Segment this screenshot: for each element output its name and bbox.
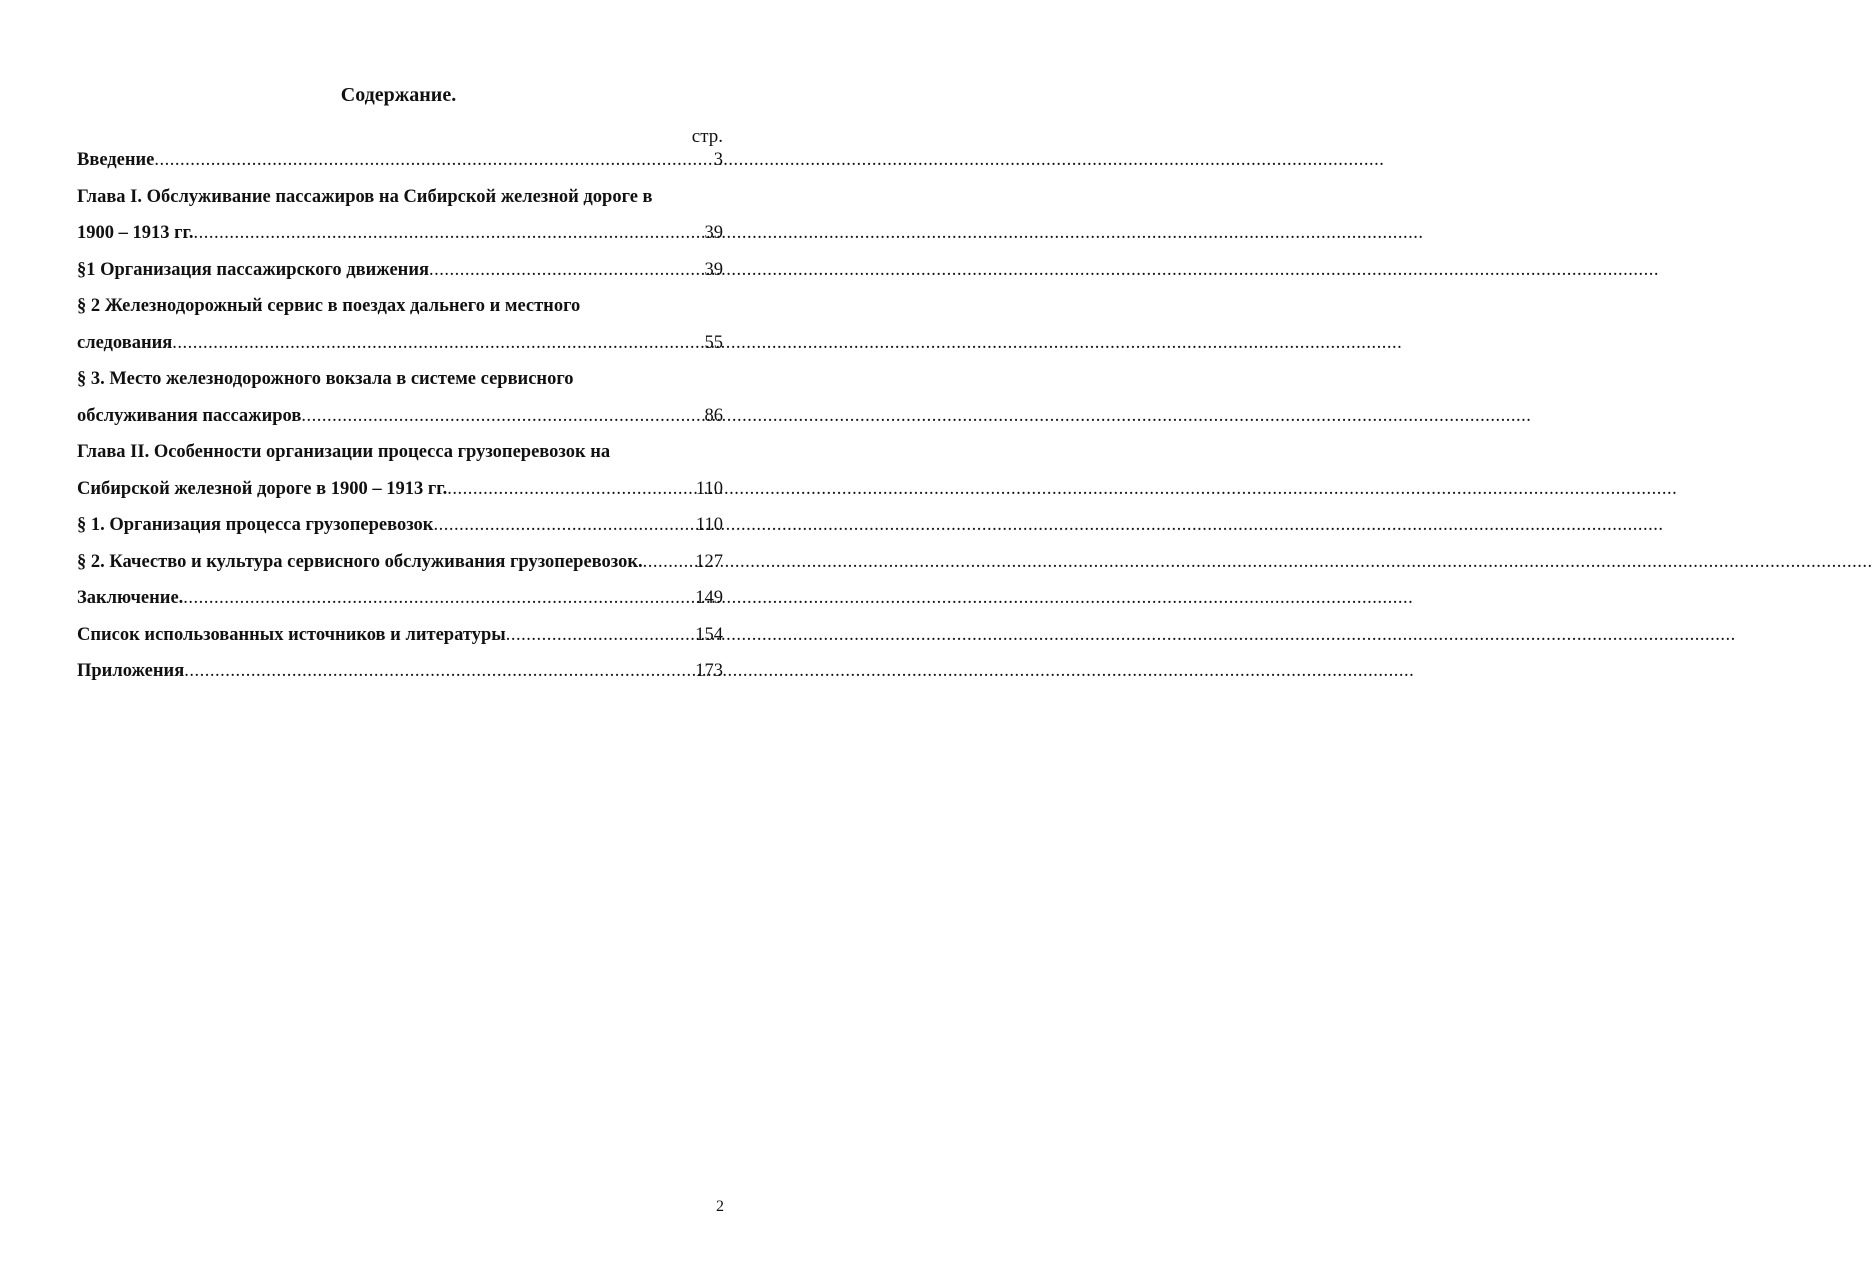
toc-leader-dots xyxy=(184,659,694,683)
toc-entry-chapter-2-line-1[interactable] xyxy=(77,440,723,477)
toc-entry-page: 149 xyxy=(695,588,723,608)
page-column-label: стр. xyxy=(691,126,723,147)
toc-leader-dots xyxy=(429,258,704,282)
toc-entry-conclusion[interactable] xyxy=(77,586,723,623)
toc-entry-text: следования xyxy=(77,332,173,353)
toc-entry-text: Список использованных источников и литературы xyxy=(77,624,506,645)
toc-entry-section-2-2[interactable] xyxy=(77,550,723,587)
toc-entry-text: § 2 Железнодорожный сервис в поездах дальнего и местного xyxy=(77,296,581,316)
toc-entry-section-1-2-line-1[interactable] xyxy=(77,294,723,331)
toc-leader-dots xyxy=(506,623,695,647)
toc-entry-text: § 1. Организация процесса грузоперевозок xyxy=(77,515,434,535)
toc-entry-text: Заключение. xyxy=(77,588,184,608)
toc-entry-page: 39 xyxy=(704,259,723,280)
toc-entry-page: 55 xyxy=(704,332,723,353)
toc-entry-page: 3 xyxy=(713,150,723,170)
toc-entry-section-1-3-line-1[interactable] xyxy=(77,367,723,404)
toc-entry-references[interactable] xyxy=(77,623,723,660)
toc-entry-text: Глава II. Особенности организации процесса грузоперевозок на xyxy=(77,442,611,462)
toc-entry-text: обслуживания пассажиров xyxy=(77,405,302,426)
toc-leader-dots xyxy=(433,513,694,537)
toc-entry-page: 86 xyxy=(704,405,723,426)
toc-entry-page: 110 xyxy=(695,478,723,499)
toc-entry-text: Приложения xyxy=(77,661,185,681)
toc-leader-dots xyxy=(301,404,703,428)
toc-entry-page: 39 xyxy=(704,223,723,243)
toc-entry-text: § 2. Качество и культура сервисного обслуживания грузоперевозок. xyxy=(77,551,643,572)
toc-leader-dots xyxy=(643,550,695,574)
toc-entry-section-2-1[interactable] xyxy=(77,513,723,550)
toc-entry-text: Введение xyxy=(77,150,155,170)
toc-entry-chapter-1-line-1[interactable] xyxy=(77,185,723,222)
toc-leader-dots xyxy=(447,477,695,501)
toc-entry-appendices[interactable] xyxy=(77,659,723,696)
toc-entry-introduction[interactable] xyxy=(77,148,723,185)
page-title: Содержание. xyxy=(340,84,457,106)
toc-entry-page: 110 xyxy=(695,515,723,535)
toc-entry-section-1-2-line-2[interactable] xyxy=(77,331,723,368)
toc-entry-page: 173 xyxy=(695,661,723,681)
toc-entry-text: 1900 – 1913 гг. xyxy=(77,223,194,243)
toc-entry-chapter-2-line-2[interactable] xyxy=(77,477,723,514)
toc-entry-chapter-1-line-2[interactable] xyxy=(77,221,723,258)
toc-entry-page: 154 xyxy=(695,624,723,645)
toc-entry-text: Глава I. Обслуживание пассажиров на Сибирской железной дороге в xyxy=(77,186,653,207)
toc-leader-dots xyxy=(193,221,703,245)
toc-entry-section-1-3-line-2[interactable] xyxy=(77,404,723,441)
toc-leader-dots xyxy=(183,586,694,610)
toc-leader-dots xyxy=(172,331,703,355)
toc-entry-text: § 3. Место железнодорожного вокзала в системе сервисного xyxy=(77,369,574,389)
table-of-contents xyxy=(77,148,723,696)
toc-leader-dots xyxy=(154,148,712,172)
page-number: 2 xyxy=(716,1198,724,1215)
toc-entry-section-1-1[interactable] xyxy=(77,258,723,295)
toc-entry-page: 127 xyxy=(695,551,723,572)
toc-entry-text: Сибирской железной дороге в 1900 – 1913 гг. xyxy=(77,478,448,499)
toc-entry-text: §1 Организация пассажирского движения xyxy=(77,259,429,280)
